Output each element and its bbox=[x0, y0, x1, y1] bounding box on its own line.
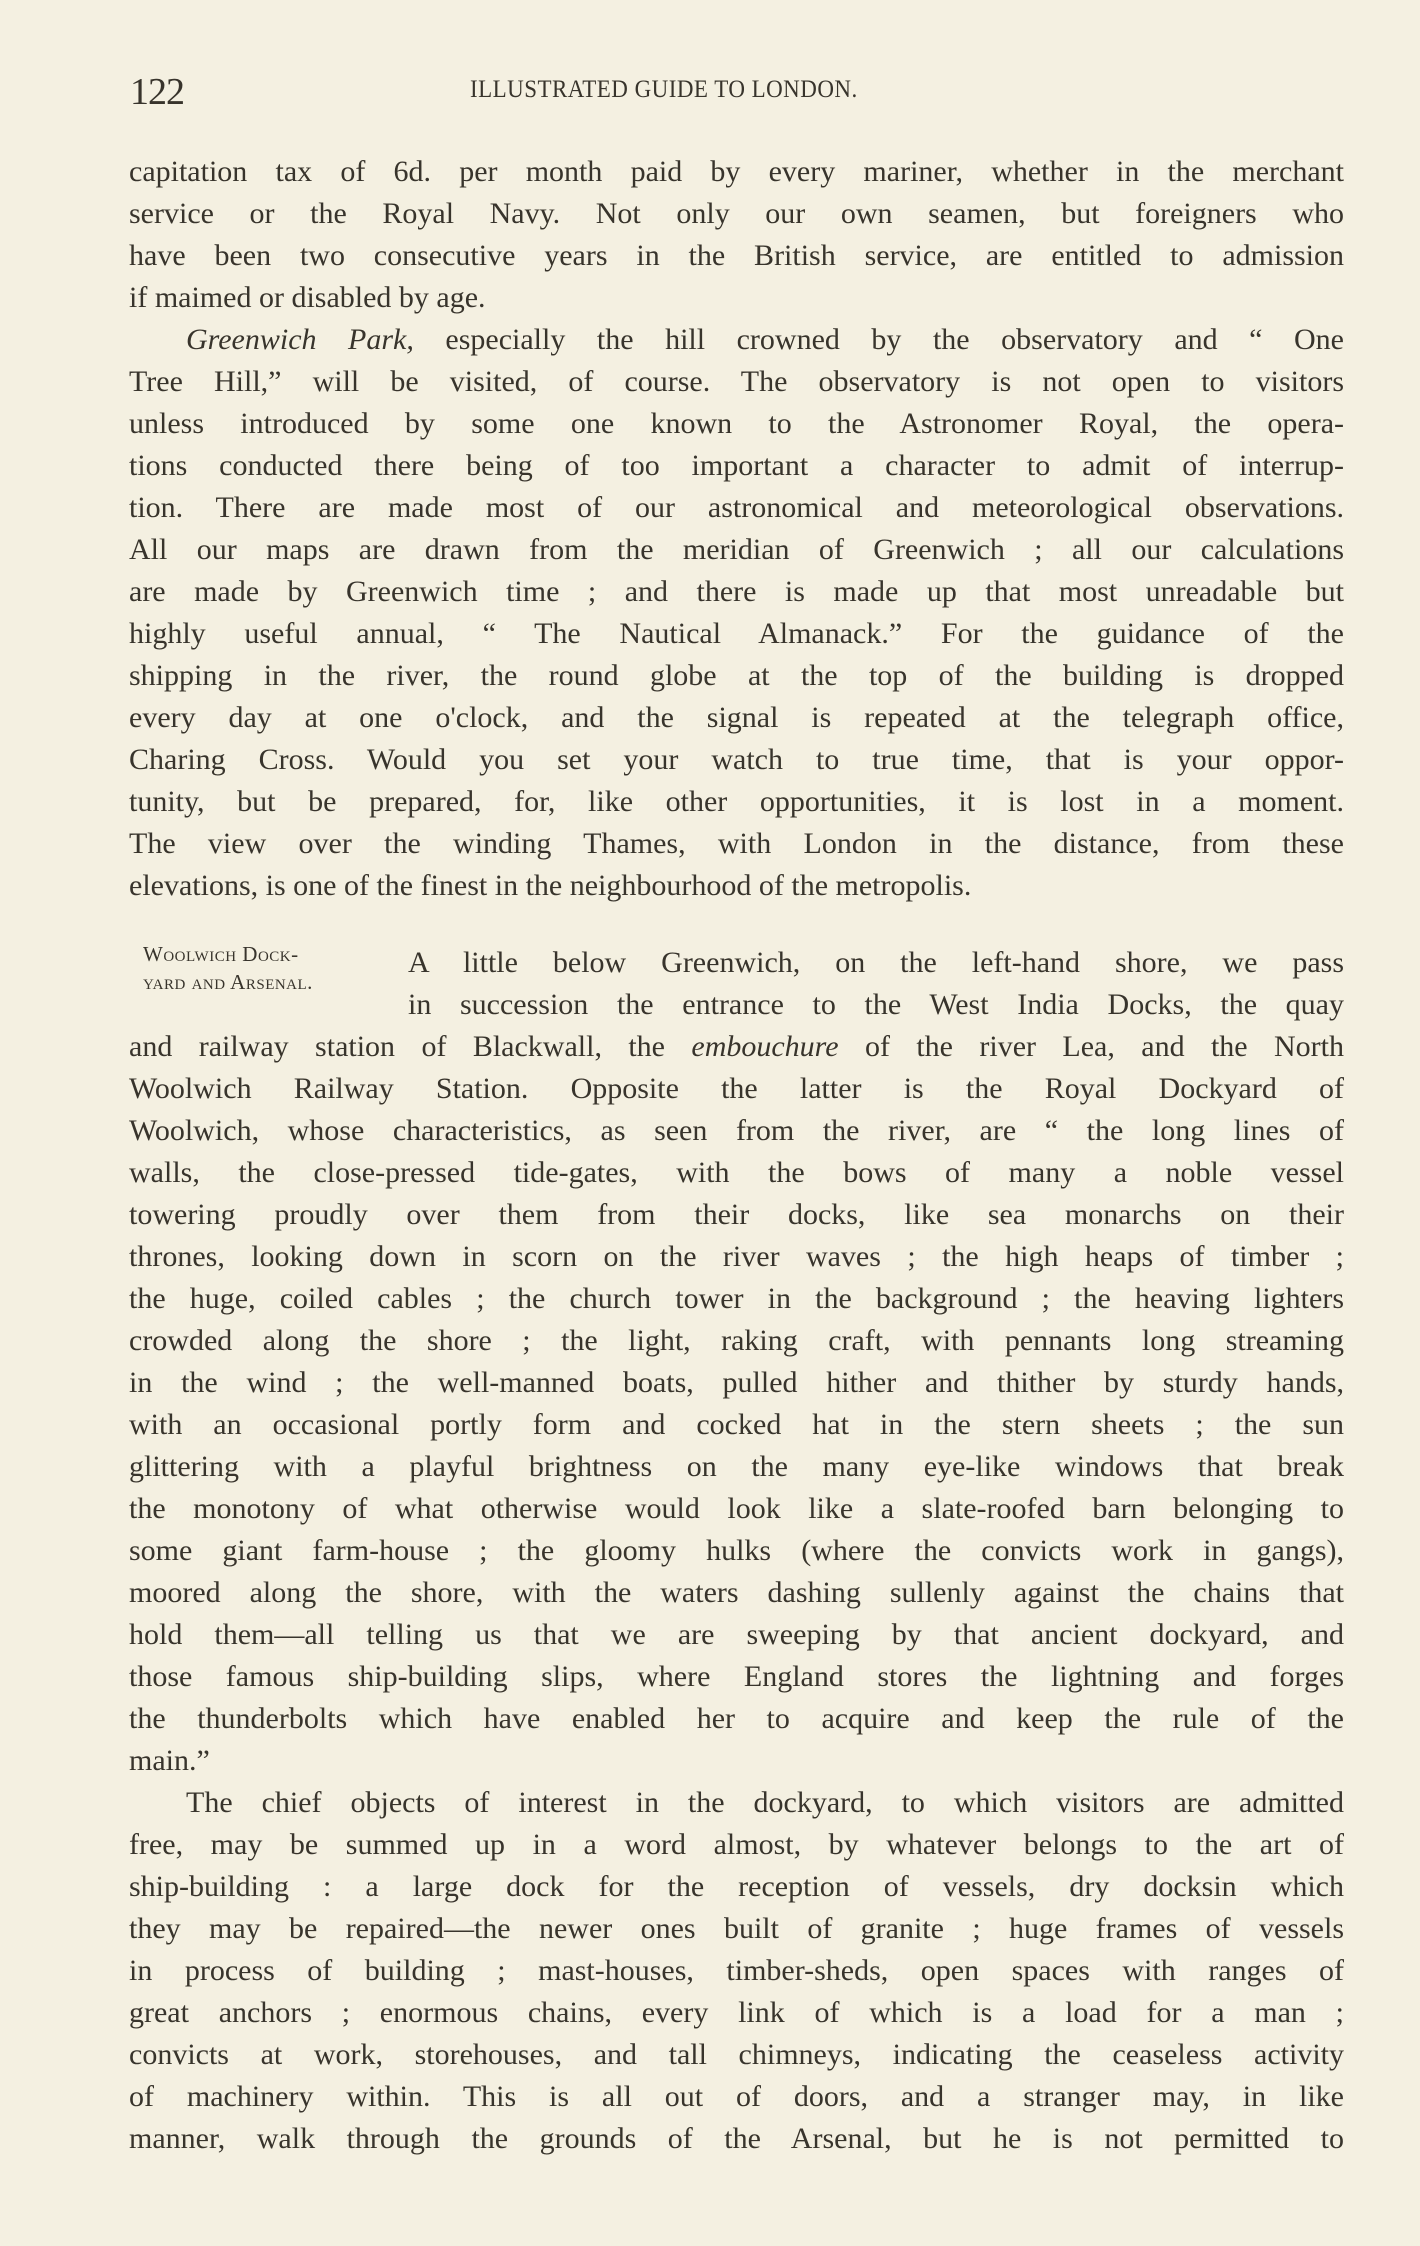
text-line bbox=[129, 1698, 1344, 1740]
text-segment: hold them—all telling us that we are sweeping by that ancient dockyard, and bbox=[129, 1618, 1344, 1651]
text-line bbox=[129, 277, 1344, 319]
text-segment: glittering with a playful brightness on the many eye-like windows that break bbox=[129, 1450, 1344, 1483]
text-segment: every day at one o'clock, and the signal is repeated at the telegraph office, bbox=[129, 701, 1344, 734]
text-line bbox=[129, 319, 1344, 361]
text-line bbox=[129, 1656, 1344, 1698]
text-segment: have been two consecutive years in the British service, are entitled to admission bbox=[129, 239, 1344, 272]
text-segment: convicts at work, storehouses, and tall chimneys, indicating the ceaseless activity bbox=[129, 2038, 1344, 2071]
text-segment: in succession the entrance to the West India Docks, the quay bbox=[408, 988, 1344, 1021]
text-segment: those famous ship-building slips, where England stores the lightning and forges bbox=[129, 1660, 1344, 1693]
text-line bbox=[129, 1740, 1344, 1782]
text-segment: free, may be summed up in a word almost, by whatever belongs to the art of bbox=[129, 1828, 1344, 1861]
text-line bbox=[129, 1194, 1344, 1236]
text-line bbox=[129, 1446, 1344, 1488]
text-segment: of machinery within. This is all out of doors, and a stranger may, in like bbox=[129, 2080, 1344, 2113]
text-line bbox=[129, 984, 1344, 1026]
text-line bbox=[129, 739, 1344, 781]
text-line bbox=[129, 1068, 1344, 1110]
page-number: 122 bbox=[130, 71, 184, 113]
text-line bbox=[129, 1236, 1344, 1278]
text-line bbox=[129, 445, 1344, 487]
text-line bbox=[129, 1782, 1344, 1824]
text-segment: The view over the winding Thames, with London in the distance, from these bbox=[129, 827, 1344, 860]
text-line bbox=[129, 1026, 1344, 1068]
text-line bbox=[129, 1824, 1344, 1866]
text-segment: service or the Royal Navy. Not only our own seamen, but foreigners who bbox=[129, 197, 1344, 230]
side-note-line: Woolwich Dock- bbox=[143, 942, 299, 966]
text-line bbox=[129, 571, 1344, 613]
text-line bbox=[129, 1530, 1344, 1572]
text-line bbox=[129, 1404, 1344, 1446]
text-segment: elevations, is one of the finest in the neighbourhood of the metropolis. bbox=[129, 869, 972, 902]
text-segment: manner, walk through the grounds of the Arsenal, but he is not permitted to bbox=[129, 2122, 1344, 2155]
body-text-block-1 bbox=[129, 151, 1344, 907]
text-line bbox=[129, 655, 1344, 697]
text-segment: and railway station of Blackwall, the bbox=[129, 1030, 692, 1063]
text-segment: shipping in the river, the round globe at the top of the building is dropped bbox=[129, 659, 1344, 692]
text-line bbox=[129, 2034, 1344, 2076]
text-segment: Woolwich Railway Station. Opposite the latter is the Royal Dockyard of bbox=[129, 1072, 1344, 1105]
text-segment: The chief objects of interest in the dockyard, to which visitors are admitted bbox=[186, 1786, 1344, 1819]
text-line bbox=[129, 1488, 1344, 1530]
text-segment: great anchors ; enormous chains, every link of which is a load for a man ; bbox=[129, 1996, 1344, 2029]
italic-text: embouchure bbox=[691, 1030, 839, 1063]
text-segment: Charing Cross. Would you set your watch to true time, that is your oppor- bbox=[129, 743, 1344, 776]
text-segment: the huge, coiled cables ; the church tower in the background ; the heaving lighters bbox=[129, 1282, 1344, 1315]
text-segment: A little below Greenwich, on the left-hand shore, we pass bbox=[408, 946, 1344, 979]
text-line bbox=[129, 1278, 1344, 1320]
text-line bbox=[129, 529, 1344, 571]
text-segment: tions conducted there being of too important a character to admit of interrup- bbox=[129, 449, 1344, 482]
text-segment: in process of building ; mast-houses, timber-sheds, open spaces with ranges of bbox=[129, 1954, 1344, 1987]
text-segment: capitation tax of 6d. per month paid by every mariner, whether in the merchant bbox=[129, 155, 1344, 188]
text-segment: thrones, looking down in scorn on the river waves ; the high heaps of timber ; bbox=[129, 1240, 1344, 1273]
text-line bbox=[129, 823, 1344, 865]
text-segment: the monotony of what otherwise would look like a slate-roofed barn belonging to bbox=[129, 1492, 1344, 1525]
text-line bbox=[129, 361, 1344, 403]
text-line bbox=[129, 1908, 1344, 1950]
text-line bbox=[129, 697, 1344, 739]
text-segment: some giant farm-house ; the gloomy hulks (where the convicts work in gangs), bbox=[129, 1534, 1344, 1567]
text-line bbox=[129, 781, 1344, 823]
text-line bbox=[129, 487, 1344, 529]
text-segment: tion. There are made most of our astronomical and meteorological observations. bbox=[129, 491, 1344, 524]
text-line bbox=[129, 403, 1344, 445]
text-line bbox=[129, 235, 1344, 277]
text-segment: are made by Greenwich time ; and there is made up that most unreadable but bbox=[129, 575, 1344, 608]
text-segment: highly useful annual, “ The Nautical Almanack.” For the guidance of the bbox=[129, 617, 1344, 650]
text-line bbox=[129, 1950, 1344, 1992]
text-line bbox=[129, 1866, 1344, 1908]
text-line bbox=[129, 1992, 1344, 2034]
text-segment: Woolwich, whose characteristics, as seen from the river, are “ the long lines of bbox=[129, 1114, 1344, 1147]
text-line bbox=[129, 942, 1344, 984]
text-segment: especially the hill crowned by the observatory and “ One bbox=[413, 323, 1344, 356]
text-line bbox=[129, 1110, 1344, 1152]
text-line bbox=[129, 865, 1344, 907]
text-segment: main.” bbox=[129, 1744, 210, 1777]
text-segment: of the river Lea, and the North bbox=[838, 1030, 1344, 1063]
text-segment: Tree Hill,” will be visited, of course. The observatory is not open to visitors bbox=[129, 365, 1344, 398]
italic-text: Greenwich Park, bbox=[186, 323, 414, 356]
body-text-block-2 bbox=[129, 942, 1344, 2160]
text-segment: walls, the close-pressed tide-gates, with the bows of many a noble vessel bbox=[129, 1156, 1344, 1189]
text-segment: All our maps are drawn from the meridian of Greenwich ; all our calculations bbox=[129, 533, 1344, 566]
text-segment: with an occasional portly form and cocked hat in the stern sheets ; the sun bbox=[129, 1408, 1344, 1441]
text-line bbox=[129, 193, 1344, 235]
text-line bbox=[129, 1572, 1344, 1614]
text-segment: unless introduced by some one known to the Astronomer Royal, the opera- bbox=[129, 407, 1344, 440]
text-segment: towering proudly over them from their docks, like sea monarchs on their bbox=[129, 1198, 1344, 1231]
text-line bbox=[129, 2118, 1344, 2160]
text-line bbox=[129, 1152, 1344, 1194]
text-segment: the thunderbolts which have enabled her to acquire and keep the rule of the bbox=[129, 1702, 1344, 1735]
text-segment: tunity, but be prepared, for, like other opportunities, it is lost in a moment. bbox=[129, 785, 1344, 818]
text-line bbox=[129, 151, 1344, 193]
text-segment: if maimed or disabled by age. bbox=[129, 281, 486, 314]
running-title: ILLUSTRATED GUIDE TO LONDON. bbox=[470, 76, 858, 103]
text-segment: moored along the shore, with the waters dashing sullenly against the chains that bbox=[129, 1576, 1344, 1609]
text-line bbox=[129, 613, 1344, 655]
text-segment: crowded along the shore ; the light, raking craft, with pennants long streaming bbox=[129, 1324, 1344, 1357]
text-segment: they may be repaired—the newer ones built of granite ; huge frames of vessels bbox=[129, 1912, 1344, 1945]
text-line bbox=[129, 1362, 1344, 1404]
side-note-line: yard and Arsenal. bbox=[143, 970, 313, 994]
text-line bbox=[129, 2076, 1344, 2118]
text-line bbox=[129, 1614, 1344, 1656]
text-segment: in the wind ; the well-manned boats, pulled hither and thither by sturdy hands, bbox=[129, 1366, 1344, 1399]
text-line bbox=[129, 1320, 1344, 1362]
text-segment: ship-building : a large dock for the reception of vessels, dry docksin which bbox=[129, 1870, 1344, 1903]
